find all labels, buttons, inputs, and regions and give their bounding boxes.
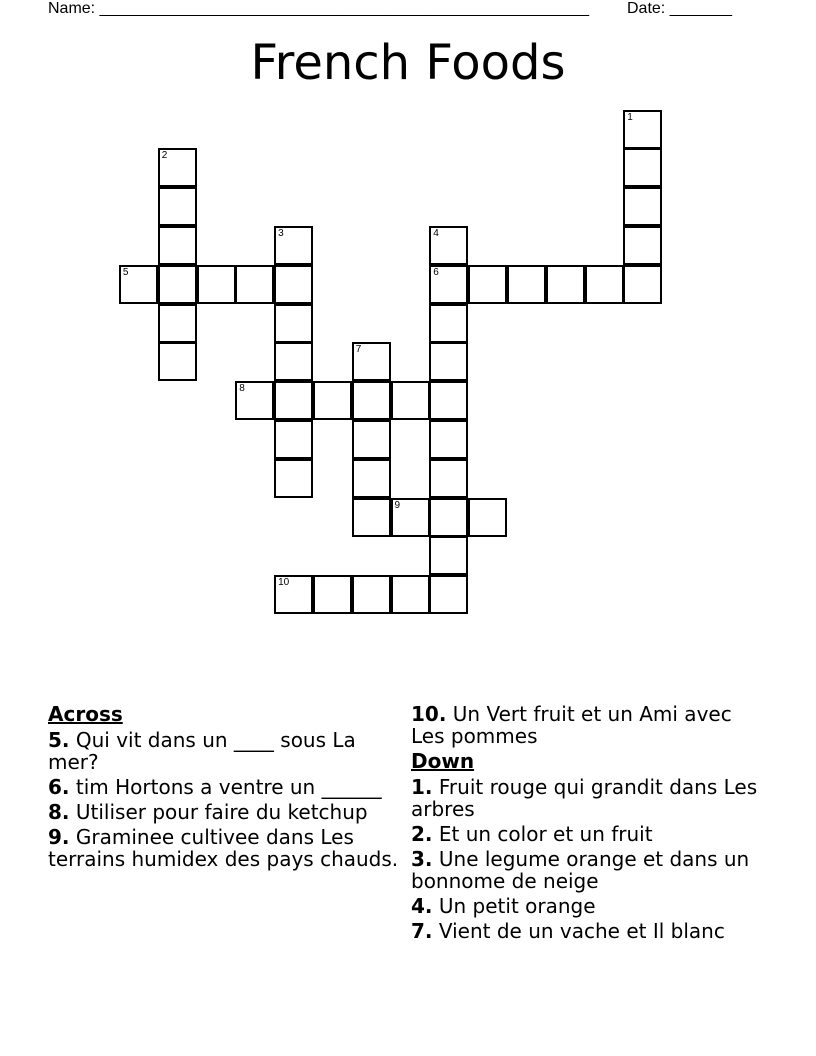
cell-number: 8 [239,383,245,395]
down-clue [411,848,771,892]
crossword-cell[interactable] [585,265,624,304]
down-clue [411,823,771,845]
crossword-cell[interactable] [429,575,468,614]
crossword-cell[interactable] [429,459,468,498]
crossword-cell[interactable] [429,420,468,459]
across-clue [48,826,403,870]
name-field-label: Name: _______________________________________________________ [48,0,589,17]
clue-text: tim Hortons a ventre un ______ [69,775,382,799]
clue-number: 5. [48,728,70,752]
clue-text: Utiliser pour faire du ketchup [69,800,368,824]
cell-number: 3 [278,228,284,239]
crossword-cell[interactable] [352,381,391,420]
crossword-cell[interactable] [546,265,585,304]
cell-number: 4 [433,228,439,239]
clue-number: 4. [411,894,433,918]
clues-left-column [48,703,403,873]
cell-number: 2 [161,150,168,162]
crossword-cell[interactable] [429,381,468,420]
crossword-cell[interactable] [158,265,197,304]
clue-number: 6. [48,775,70,799]
cell-number: 7 [355,344,362,356]
crossword-cell[interactable] [352,498,391,537]
crossword-cell[interactable] [623,148,662,187]
crossword-cell[interactable] [158,304,197,343]
date-field-label: Date: _______ [627,0,732,17]
cell-number: 10 [278,577,290,589]
crossword-cell[interactable] [468,265,507,304]
crossword-cell[interactable] [274,342,313,381]
crossword-cell[interactable] [391,498,430,537]
crossword-cell[interactable] [429,265,468,304]
crossword-cell[interactable] [352,342,391,381]
clue-text: Fruit rouge qui grandit dans Les arbres [411,775,758,821]
crossword-cell[interactable] [158,226,197,265]
crossword-cell[interactable] [623,265,662,304]
crossword-cell[interactable] [391,381,430,420]
crossword-cell[interactable] [313,381,352,420]
crossword-cell[interactable] [623,187,662,226]
crossword-cell[interactable] [235,265,274,304]
cell-number: 5 [122,266,129,278]
crossword-cell[interactable] [158,148,197,187]
crossword-cell[interactable] [119,265,158,304]
crossword-cell[interactable] [197,265,236,304]
crossword-cell[interactable] [623,226,662,265]
crossword-cell[interactable] [274,304,313,343]
page-title: French Foods [250,35,566,91]
across-clue [48,729,403,773]
clue-text: Un petit orange [432,894,596,918]
crossword-cell[interactable] [468,498,507,537]
clue-text: Un Vert fruit et un Ami avec Les pommes [411,702,732,748]
across-heading: Across [48,702,123,726]
clues-right-column [411,703,771,945]
crossword-cell[interactable] [274,575,313,614]
crossword-cell[interactable] [429,536,468,575]
clue-number: 3. [411,847,433,871]
crossword-cell[interactable] [507,265,546,304]
cell-number: 6 [433,266,439,278]
down-clue [411,776,771,820]
clue-text: Vient de un vache et Il blanc [432,919,725,943]
across-clue [411,703,771,747]
cell-number: 9 [394,499,401,511]
crossword-cell[interactable] [352,459,391,498]
crossword-cell[interactable] [274,420,313,459]
crossword-cell[interactable] [158,187,197,226]
clue-text: Graminee cultivee dans Les terrains humidex des pays chauds. [48,825,399,871]
across-clue [48,776,403,798]
clue-text: Une legume orange et dans un bonnome de neige [411,847,750,893]
crossword-cell[interactable] [391,575,430,614]
crossword-cell[interactable] [235,381,274,420]
across-clue [48,801,403,823]
crossword-cell[interactable] [429,342,468,381]
crossword-cell[interactable] [274,265,313,304]
crossword-cell[interactable] [274,381,313,420]
down-clue [411,895,771,917]
clue-number: 10. [411,702,447,726]
crossword-cell[interactable] [274,226,313,265]
crossword-cell[interactable] [352,420,391,459]
crossword-cell[interactable] [158,342,197,381]
clue-number: 7. [411,919,433,943]
crossword-cell[interactable] [429,304,468,343]
clue-number: 9. [48,825,70,849]
crossword-cell[interactable] [352,575,391,614]
clue-number: 8. [48,800,70,824]
cell-number: 1 [627,111,633,123]
clue-text: Qui vit dans un ____ sous La mer? [48,728,356,774]
crossword-cell[interactable] [274,459,313,498]
down-heading: Down [411,749,475,773]
crossword-cell[interactable] [313,575,352,614]
clue-text: Et un color et un fruit [432,822,653,846]
crossword-cell[interactable] [429,498,468,537]
clue-number: 2. [411,822,433,846]
clue-number: 1. [411,775,433,799]
down-clue [411,920,771,942]
crossword-cell[interactable] [623,110,662,149]
crossword-cell[interactable] [429,226,468,265]
